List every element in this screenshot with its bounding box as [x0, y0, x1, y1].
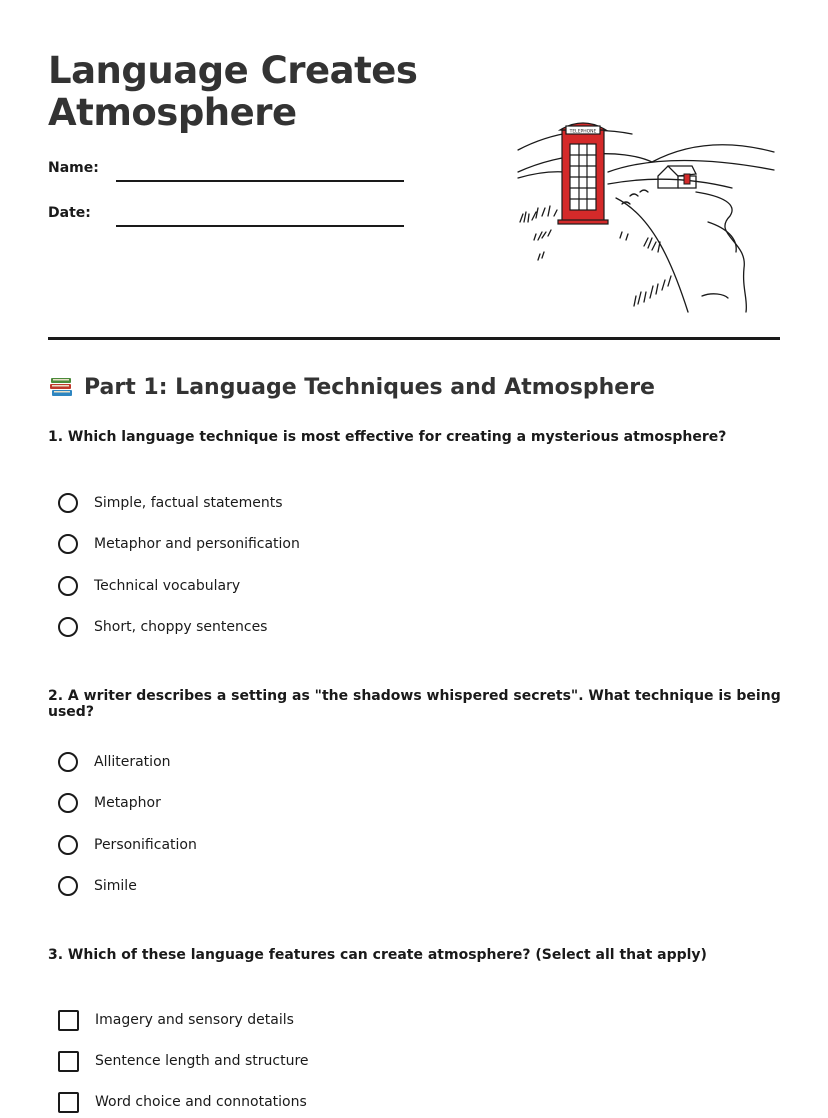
radio-button[interactable] [58, 617, 78, 637]
option-label: Short, choppy sentences [94, 619, 268, 635]
radio-button[interactable] [58, 493, 78, 513]
q1-option-1[interactable] [58, 491, 283, 515]
checkbox[interactable] [58, 1010, 79, 1031]
q2-option-4[interactable] [58, 874, 137, 898]
option-label: Simile [94, 878, 137, 894]
option-label: Word choice and connotations [95, 1094, 307, 1110]
q1-option-2[interactable] [58, 532, 300, 556]
q2-option-3[interactable] [58, 833, 197, 857]
q2-option-1[interactable] [58, 750, 171, 774]
radio-button[interactable] [58, 835, 78, 855]
radio-button[interactable] [58, 576, 78, 596]
checkbox[interactable] [58, 1051, 79, 1072]
checkbox[interactable] [58, 1092, 79, 1113]
option-label: Alliteration [94, 754, 171, 770]
q1-option-4[interactable] [58, 615, 267, 639]
option-label: Personification [94, 837, 197, 853]
booth-sign: TELEPHONE [569, 129, 597, 135]
option-label: Metaphor [94, 795, 161, 811]
q3-option-2[interactable] [58, 1049, 309, 1073]
q3-option-1[interactable] [58, 1008, 294, 1032]
option-label: Metaphor and personification [94, 536, 300, 552]
q3-option-3[interactable] [58, 1090, 307, 1114]
question-1-text: 1. Which language technique is most effective for creating a mysterious atmosphere? [48, 429, 727, 445]
option-label: Imagery and sensory details [95, 1012, 294, 1028]
question-2-text: 2. A writer describes a setting as "the shadows whispered secrets". What technique is being used? [48, 688, 781, 720]
option-label: Sentence length and structure [95, 1053, 309, 1069]
part1-heading [48, 374, 655, 400]
radio-button[interactable] [58, 876, 78, 896]
option-label: Simple, factual statements [94, 495, 283, 511]
date-label: Date: [48, 205, 91, 221]
name-field[interactable] [116, 180, 404, 182]
question-3-text: 3. Which of these language features can create atmosphere? (Select all that apply) [48, 947, 707, 963]
q2-option-2[interactable] [58, 791, 161, 815]
radio-button[interactable] [58, 752, 78, 772]
telephone-box-illustration [512, 112, 778, 318]
name-label: Name: [48, 160, 99, 176]
radio-button[interactable] [58, 534, 78, 554]
q1-option-3[interactable] [58, 574, 240, 598]
radio-button[interactable] [58, 793, 78, 813]
page-title: Language Creates Atmosphere [48, 49, 418, 134]
books-icon [48, 374, 74, 400]
part1-heading-text: Part 1: Language Techniques and Atmosphere [84, 374, 655, 400]
section-divider [48, 337, 780, 340]
option-label: Technical vocabulary [94, 578, 241, 594]
date-field[interactable] [116, 225, 404, 227]
